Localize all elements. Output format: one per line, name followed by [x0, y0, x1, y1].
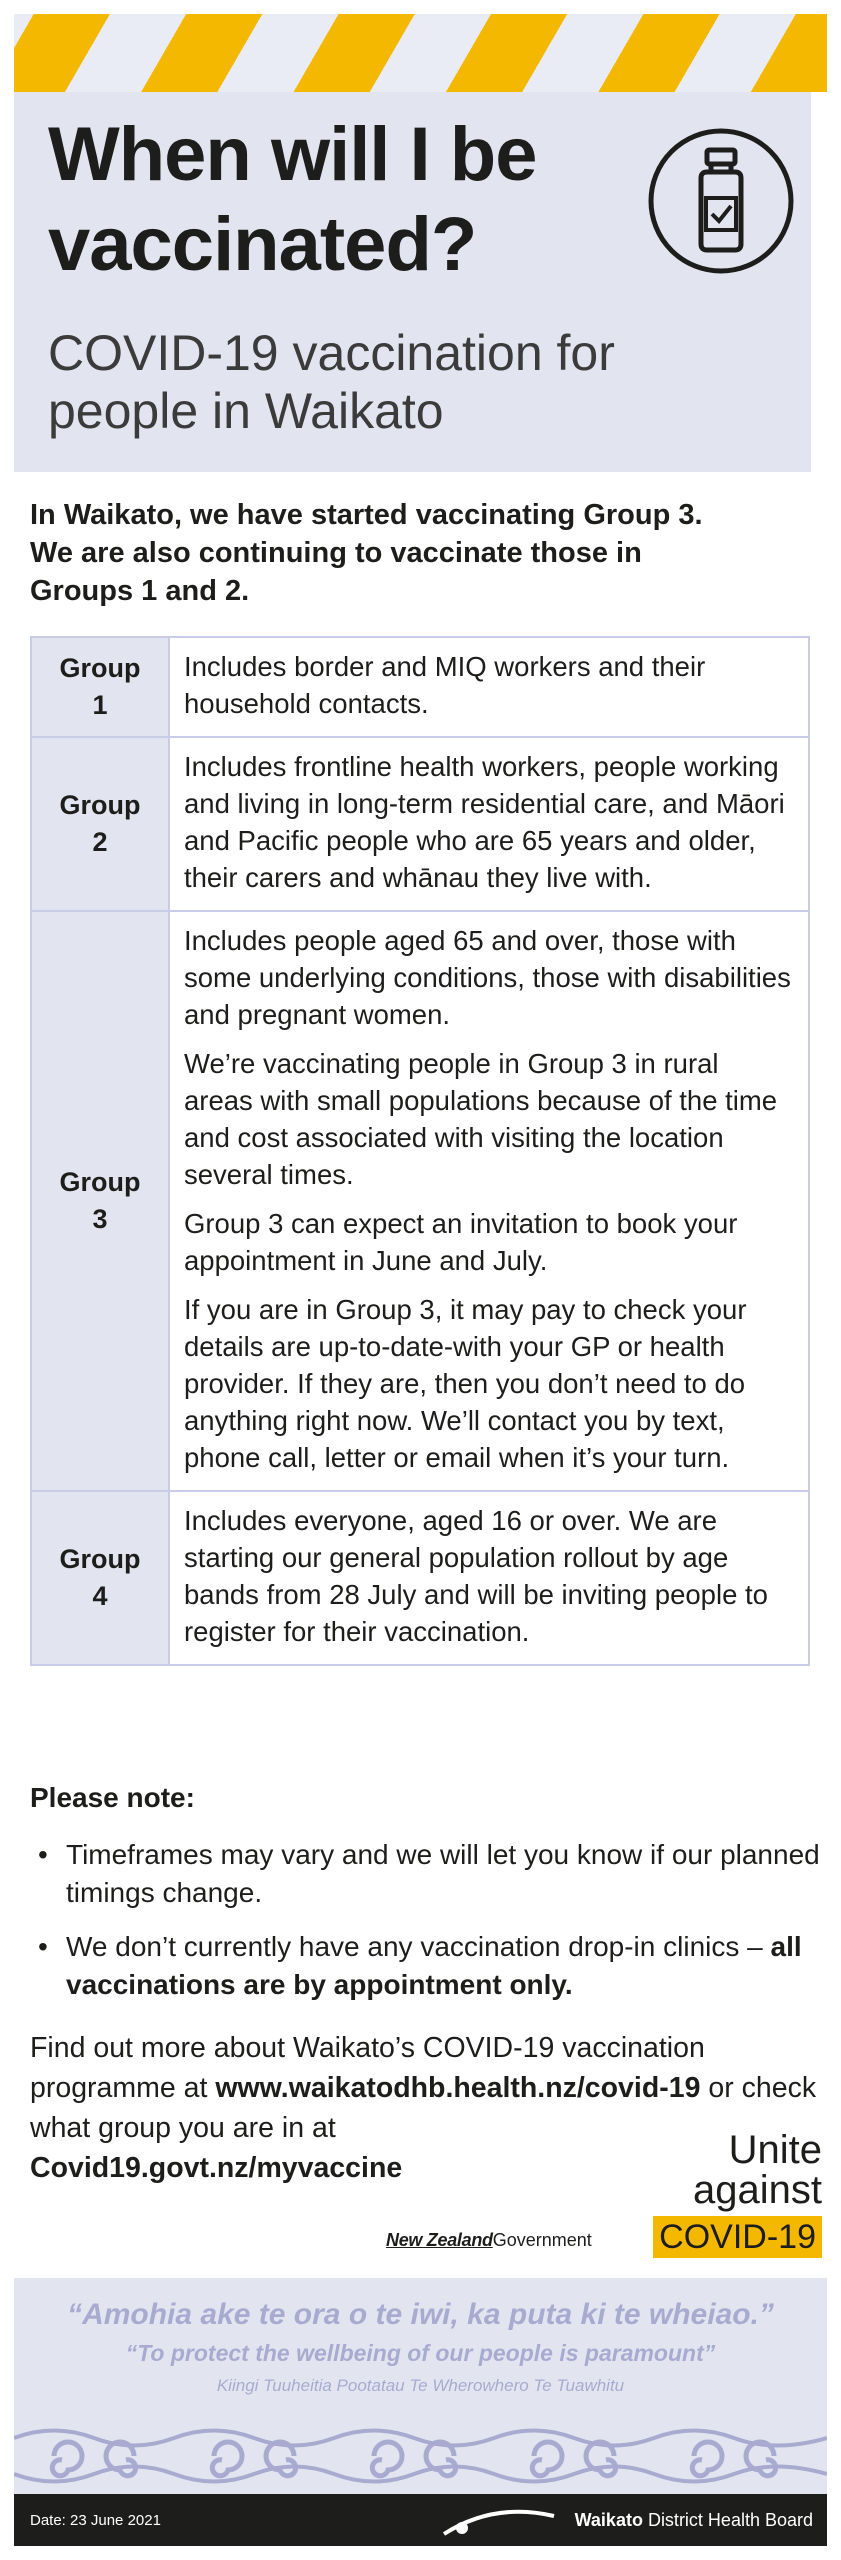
dhb-bold: Waikato	[574, 2510, 643, 2530]
group-description	[169, 637, 809, 737]
group-label: Group	[59, 790, 141, 820]
english-translation: “To protect the wellbeing of our people is paramount”	[125, 2340, 716, 2366]
intro-line1: In Waikato, we have started vaccinating Group 3.	[30, 499, 703, 531]
quote-band	[14, 2278, 827, 2494]
group-description	[169, 737, 809, 911]
waikato-dhb-logo	[575, 2510, 813, 2531]
group-label: Group	[59, 653, 141, 683]
title-line1: When will I be	[48, 112, 537, 197]
myvaccine-link[interactable]: Covid19.govt.nz/myvaccine	[30, 2152, 403, 2184]
unite-logo-line: Unite	[728, 2128, 822, 2172]
groups-table	[30, 636, 810, 1666]
nz-government-logo	[386, 2230, 592, 2251]
table-row	[31, 911, 809, 1491]
group-number: 1	[92, 690, 108, 720]
group-label: Group	[59, 1544, 141, 1574]
group-label: Group	[59, 1167, 141, 1197]
dhb-rest: District Health Board	[642, 2510, 813, 2530]
findout-text: or check what group you are in at	[30, 2072, 817, 2144]
group-paragraph: We’re vaccinating people in Group 3 in rural areas with small populations because of the time and cost associated with visiting the location several times.	[184, 1048, 778, 1190]
group-paragraph: Includes frontline health workers, people working and living in long-term residential care, and Māori and Pacific people who are 65 years and older, their carers and whānau they live with.	[184, 751, 785, 893]
note-emphasis: all vaccinations are by appointment only.	[66, 1931, 802, 2000]
group-paragraph: Includes everyone, aged 16 or over. We are starting our general population rollout by age bands from 28 July and will be inviting people to register for their vaccination.	[184, 1505, 768, 1647]
group-paragraph: Group 3 can expect an invitation to book your appointment in June and July.	[184, 1208, 738, 1276]
header-panel	[14, 92, 811, 472]
note-text: Timeframes may vary and we will let you know if our planned timings change.	[66, 1839, 820, 1908]
nzgov-bold: New Zealand	[386, 2230, 493, 2250]
title-line2: vaccinated?	[48, 202, 477, 287]
group-number: 2	[92, 827, 108, 857]
notes-list	[30, 1836, 820, 2020]
note-text: We don’t currently have any vaccination drop-in clinics –	[66, 1931, 771, 1962]
group-description	[169, 1491, 809, 1665]
group-number: 4	[92, 1581, 108, 1611]
group-name	[31, 1491, 169, 1665]
unite-logo-covid: COVID-19	[653, 2216, 822, 2258]
intro-line2: We are also continuing to vaccinate those in	[30, 537, 642, 569]
intro-text	[30, 496, 820, 610]
subtitle-line1: COVID-19 vaccination for	[48, 325, 615, 381]
subtitle-line2: people in Waikato	[48, 383, 444, 439]
intro-line3: Groups 1 and 2.	[30, 575, 250, 607]
findout-text: Find out more about Waikato’s COVID-19 vaccination programme at	[30, 2032, 705, 2104]
table-row	[31, 1491, 809, 1665]
quote-attribution: Kiingi Tuuheitia Pootatau Te Wherowhero Te Tuawhitu	[216, 2376, 625, 2395]
kowhaiwhai-pattern	[14, 2418, 827, 2494]
table-row	[31, 637, 809, 737]
group-name	[31, 637, 169, 737]
table-row	[31, 737, 809, 911]
vaccine-vial-icon	[646, 126, 796, 276]
group-description	[169, 911, 809, 1491]
dhb-covid-link[interactable]: www.waikatodhb.health.nz/covid-19	[215, 2072, 701, 2104]
group-paragraph: Includes people aged 65 and over, those with some underlying conditions, those with disabilities and pregnant women.	[184, 925, 791, 1030]
unite-logo-line: against	[693, 2168, 822, 2212]
list-item	[30, 1928, 820, 2004]
group-paragraph: Includes border and MIQ workers and their household contacts.	[184, 651, 706, 719]
footer-bar	[14, 2494, 827, 2546]
unite-against-covid-logo	[650, 2130, 822, 2258]
group-number: 3	[92, 1204, 108, 1234]
notes-heading: Please note:	[30, 1782, 195, 1813]
nzgov-rest: Government	[492, 2230, 592, 2250]
page-title	[48, 110, 536, 290]
page-subtitle	[48, 324, 788, 440]
maori-whakatauki: “Amohia ake te ora o te iwi, ka puta ki te wheiao.”	[67, 2298, 774, 2331]
list-item	[30, 1836, 820, 1912]
group-paragraph: If you are in Group 3, it may pay to check your details are up-to-date-with your GP or health provider. If they are, then you don’t need to do anything right now. We’ll contact you by text, phone call, letter or email when it’s your turn.	[184, 1294, 747, 1473]
dhb-swoosh-icon	[434, 2494, 564, 2546]
group-name	[31, 911, 169, 1491]
hazard-stripe-banner	[14, 14, 827, 92]
publish-date: Date: 23 June 2021	[30, 2512, 161, 2529]
group-name	[31, 737, 169, 911]
